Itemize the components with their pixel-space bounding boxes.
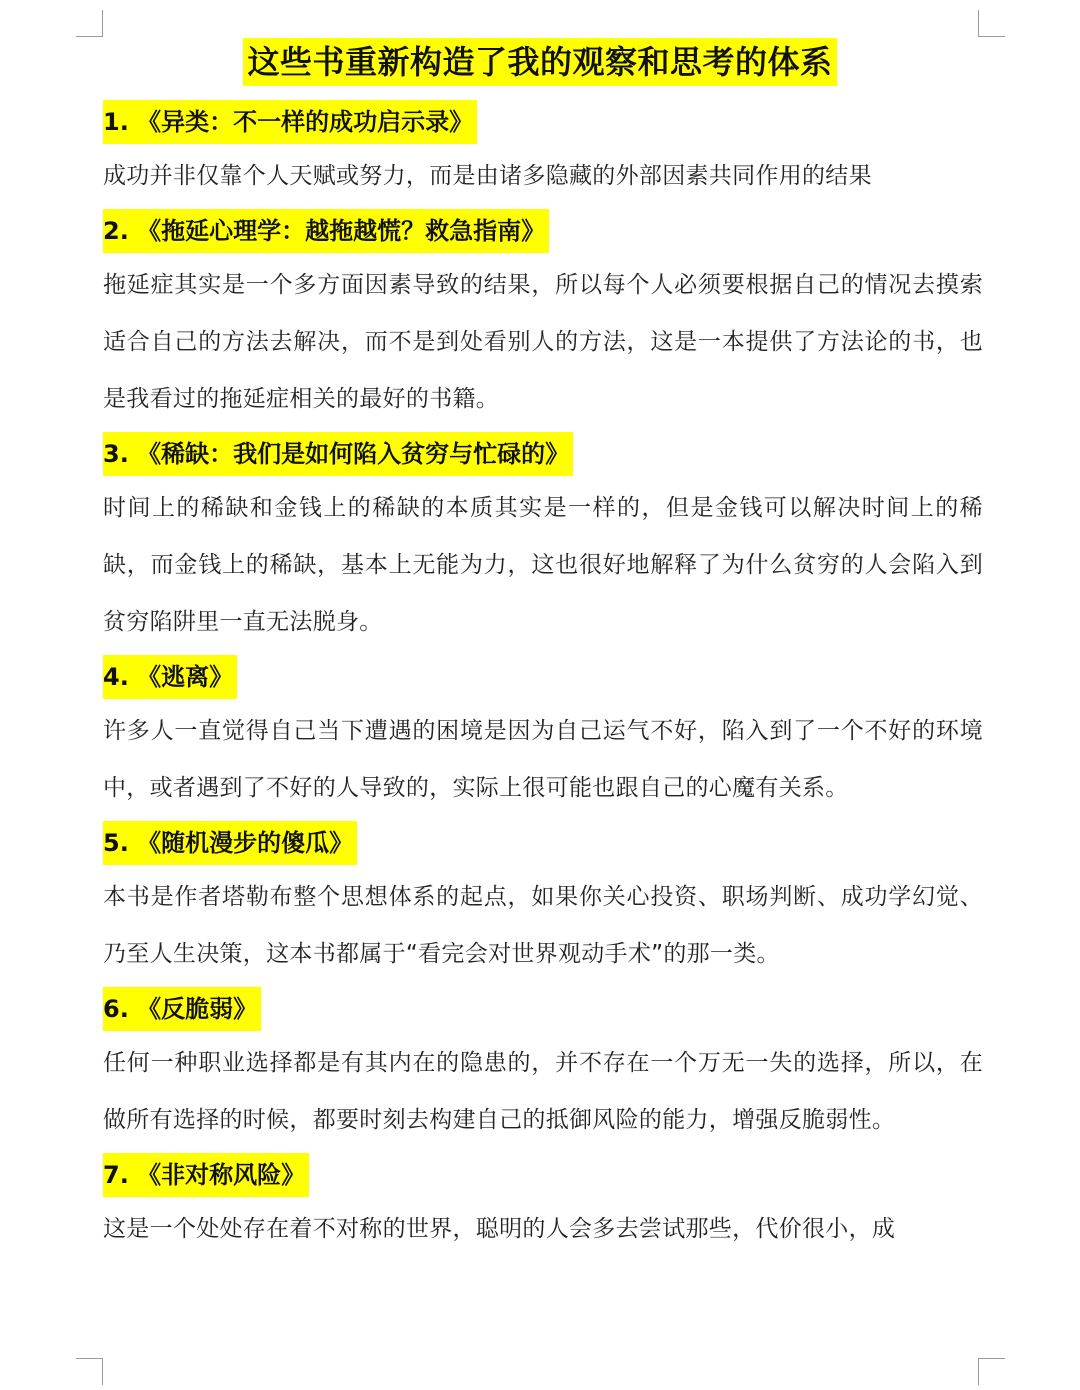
book-heading-row bbox=[103, 651, 983, 703]
book-description: 这是一个处处存在着不对称的世界，聪明的人会多去尝试那些，代价很小，成 bbox=[103, 1216, 896, 1242]
book-heading: 4. 《逃离》 bbox=[103, 655, 237, 699]
title-container bbox=[0, 38, 1080, 86]
book-heading-row bbox=[103, 428, 983, 480]
page-title: 这些书重新构造了我的观察和思考的体系 bbox=[243, 38, 836, 86]
crop-mark-bottom-right bbox=[978, 1358, 1005, 1385]
book-entry-7 bbox=[103, 1149, 983, 1258]
book-entry-6 bbox=[103, 983, 983, 1149]
book-description: 成功并非仅靠个人天赋或努力，而是由诸多隐藏的外部因素共同作用的结果 bbox=[103, 163, 872, 189]
book-entry-1 bbox=[103, 96, 983, 205]
book-description: 任何一种职业选择都是有其内在的隐患的，并不存在一个万无一失的选择，所以，在做所有选择的时候，都要时刻去构建自己的抵御风险的能力，增强反脆弱性。 bbox=[103, 1050, 983, 1133]
book-heading-row bbox=[103, 1149, 983, 1201]
book-heading: 7. 《非对称风险》 bbox=[103, 1153, 309, 1197]
crop-mark-bottom-left bbox=[76, 1358, 103, 1385]
book-heading-row bbox=[103, 983, 983, 1035]
book-heading-row bbox=[103, 817, 983, 869]
book-heading: 3. 《稀缺：我们是如何陷入贫穷与忙碌的》 bbox=[103, 432, 573, 476]
book-heading: 6. 《反脆弱》 bbox=[103, 987, 261, 1031]
book-list bbox=[103, 96, 983, 1258]
book-entry-5 bbox=[103, 817, 983, 983]
book-description: 本书是作者塔勒布整个思想体系的起点，如果你关心投资、职场判断、成功学幻觉、乃至人生决策，这本书都属于“看完会对世界观动手术”的那一类。 bbox=[103, 884, 983, 967]
book-description: 时间上的稀缺和金钱上的稀缺的本质其实是一样的，但是金钱可以解决时间上的稀缺，而金钱上的稀缺，基本上无能为力，这也很好地解释了为什么贫穷的人会陷入到贫穷陷阱里一直无法脱身。 bbox=[103, 495, 983, 635]
book-heading: 1. 《异类：不一样的成功启示录》 bbox=[103, 100, 477, 144]
book-heading-row bbox=[103, 205, 983, 257]
book-description: 拖延症其实是一个多方面因素导致的结果，所以每个人必须要根据自己的情况去摸索适合自己的方法去解决，而不是到处看别人的方法，这是一本提供了方法论的书，也是我看过的拖延症相关的最好的书籍。 bbox=[103, 272, 983, 412]
book-heading: 5. 《随机漫步的傻瓜》 bbox=[103, 821, 357, 865]
book-heading-row bbox=[103, 96, 983, 148]
book-entry-2 bbox=[103, 205, 983, 428]
book-heading: 2. 《拖延心理学：越拖越慌？救急指南》 bbox=[103, 209, 549, 253]
crop-mark-top-right bbox=[978, 10, 1005, 37]
book-entry-3 bbox=[103, 428, 983, 651]
crop-mark-top-left bbox=[76, 10, 103, 37]
book-description: 许多人一直觉得自己当下遭遇的困境是因为自己运气不好，陷入到了一个不好的环境中，或者遇到了不好的人导致的，实际上很可能也跟自己的心魔有关系。 bbox=[103, 718, 983, 801]
book-entry-4 bbox=[103, 651, 983, 817]
